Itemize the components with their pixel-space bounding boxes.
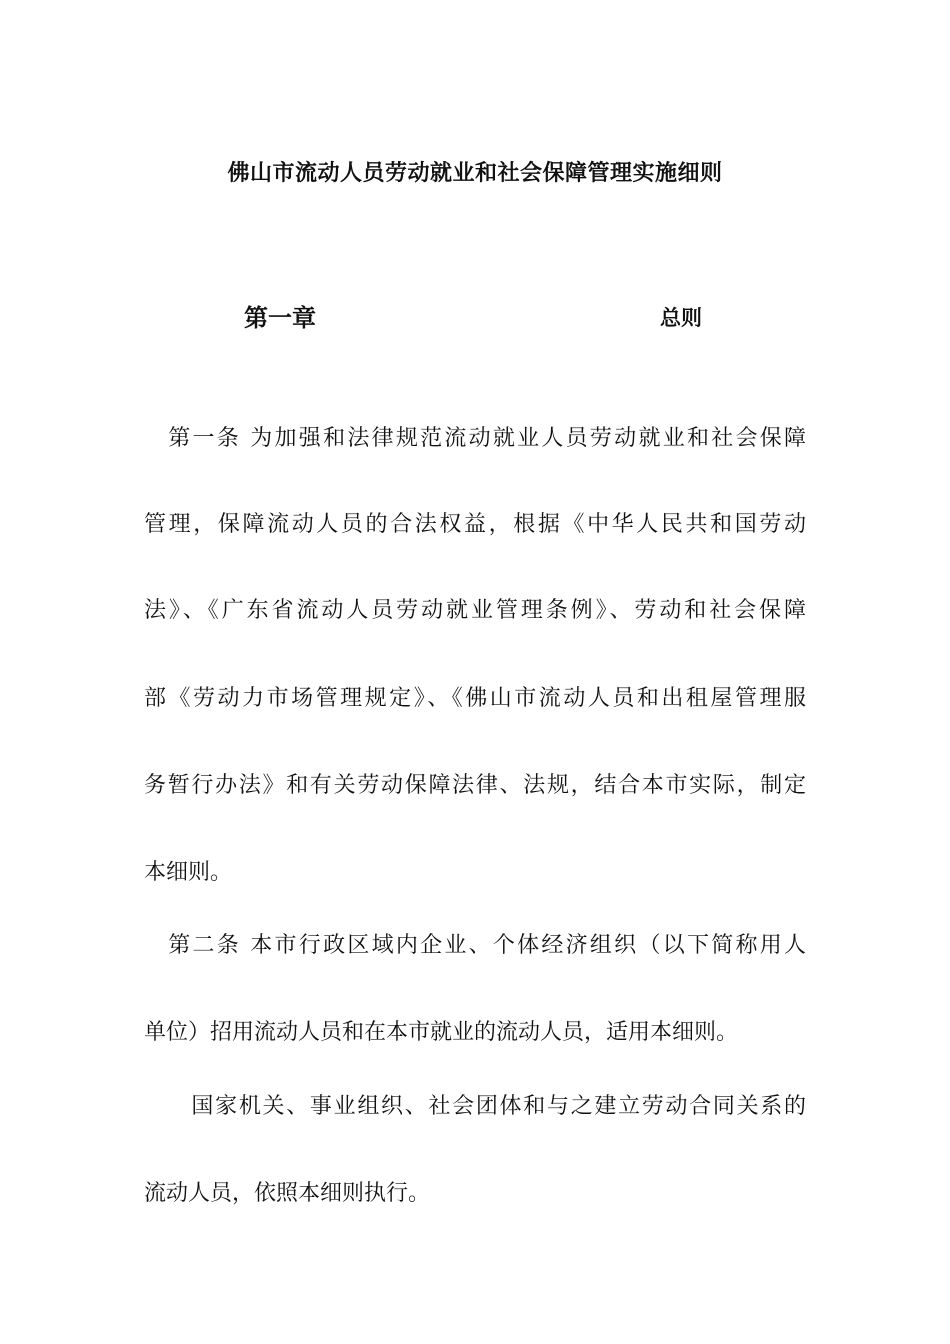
paragraph-line: 务暂行办法》和有关劳动保障法律、法规，结合本市实际，制定 <box>144 773 806 798</box>
paragraph-line: 第二条 本市行政区域内企业、个体经济组织（以下简称用人 <box>144 933 806 958</box>
paragraph-line: 本细则。 <box>144 860 233 885</box>
paragraph-line: 流动人员，依照本细则执行。 <box>144 1181 431 1206</box>
chapter-name: 总则 <box>660 306 702 330</box>
paragraph-line: 单位）招用流动人员和在本市就业的流动人员，适用本细则。 <box>144 1020 739 1045</box>
paragraph-line: 法》、《广东省流动人员劳动就业管理条例》、劳动和社会保障 <box>144 598 806 623</box>
paragraph-line: 国家机关、事业组织、社会团体和与之建立劳动合同关系的 <box>144 1094 806 1119</box>
paragraph-line: 部《劳动力市场管理规定》、《佛山市流动人员和出租屋管理服 <box>144 686 806 711</box>
chapter-number: 第一章 <box>244 304 316 332</box>
document-title: 佛山市流动人员劳动就业和社会保障管理实施细则 <box>227 161 723 186</box>
paragraph-line: 管理，保障流动人员的合法权益，根据《中华人民共和国劳动 <box>144 512 806 537</box>
paragraph-line: 第一条 为加强和法律规范流动就业人员劳动就业和社会保障 <box>144 426 806 451</box>
